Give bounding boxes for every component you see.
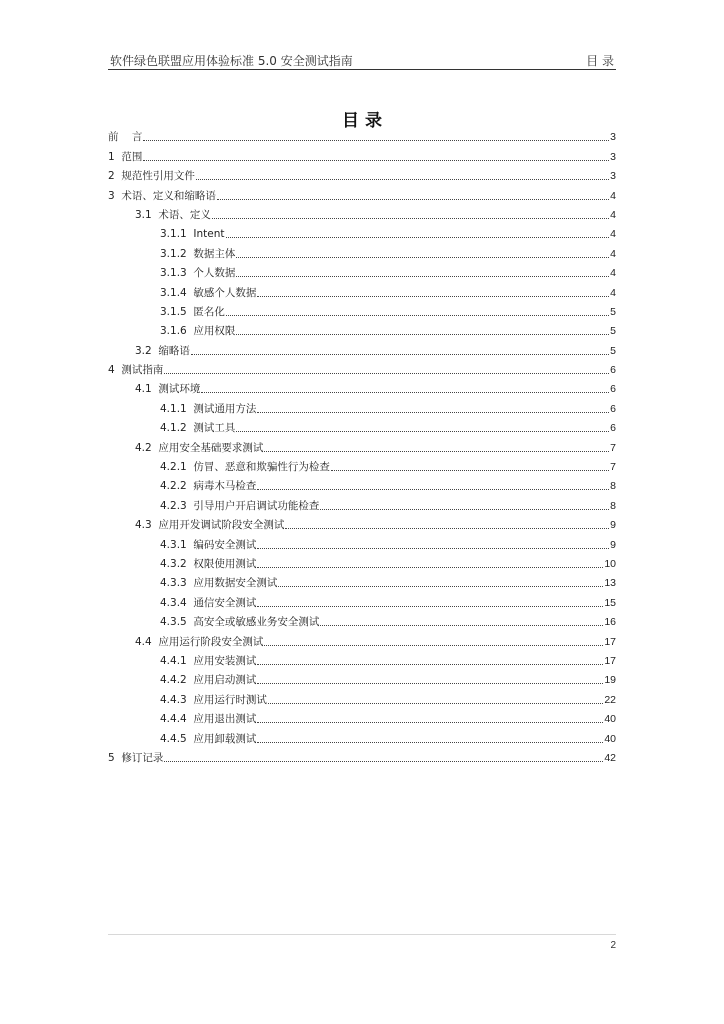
footer-divider: [108, 934, 616, 935]
toc-entry-page: 3: [610, 170, 616, 183]
toc-entry-number: 4.3.3: [160, 577, 194, 590]
toc-entry-number: 4: [108, 364, 122, 377]
toc-entry[interactable]: [108, 571, 616, 590]
toc-entry-page: 5: [610, 344, 616, 357]
toc-entry-page: 8: [610, 499, 616, 512]
toc-entry[interactable]: [108, 649, 616, 668]
toc-entry-page: 13: [604, 577, 616, 590]
toc-entry-label: 编码安全测试: [193, 538, 257, 551]
toc-entry-page: 3: [610, 150, 616, 163]
toc-entry[interactable]: [108, 513, 616, 532]
toc-entry[interactable]: [108, 746, 616, 765]
toc-entry-page: 40: [604, 732, 616, 745]
toc-entry-label: 修订记录: [121, 751, 164, 764]
toc-entry-page: 6: [610, 422, 616, 435]
toc-entry-label: 缩略语: [158, 344, 190, 357]
toc-entry-label: 测试通用方法: [193, 402, 257, 415]
toc-entry-page: 7: [610, 461, 616, 474]
toc-entry-page: 6: [610, 402, 616, 415]
toc-entry-number: 3.1.1: [160, 228, 194, 241]
toc-dot-leader: [331, 469, 609, 471]
toc-entry-label: Intent: [193, 228, 225, 241]
toc-entry[interactable]: [108, 726, 616, 745]
toc-dot-leader: [268, 702, 603, 704]
toc-entry-number: 4.4.2: [160, 674, 194, 687]
toc-entry-page: 4: [610, 208, 616, 221]
toc-entry[interactable]: [108, 416, 616, 435]
toc-entry-number: 3.1.2: [160, 247, 194, 260]
toc-dot-leader: [196, 178, 609, 180]
toc-entry[interactable]: [108, 668, 616, 687]
toc-entry-label: 通信安全测试: [193, 596, 257, 609]
toc-entry[interactable]: [108, 532, 616, 551]
toc-entry-number: 4.3.2: [160, 557, 194, 570]
toc-entry-label: 应用权限: [193, 325, 236, 338]
toc-entry[interactable]: [108, 435, 616, 454]
toc-entry[interactable]: [108, 358, 616, 377]
toc-entry-label: 范围: [121, 150, 143, 163]
toc-entry[interactable]: [108, 455, 616, 474]
toc-entry-page: 5: [610, 325, 616, 338]
document-title: 软件绿色联盟应用体验标准 5.0 安全测试指南: [110, 54, 353, 68]
toc-entry-page: 22: [604, 693, 616, 706]
toc-dot-leader: [257, 741, 603, 743]
toc-entry[interactable]: [108, 222, 616, 241]
toc-dot-leader: [285, 527, 609, 529]
toc-entry-number: 4.1: [135, 383, 159, 396]
toc-dot-leader: [320, 624, 603, 626]
toc-entry-label: 数据主体: [193, 247, 236, 260]
toc-entry[interactable]: [108, 144, 616, 163]
toc-entry-number: 4.4: [135, 635, 159, 648]
toc-entry-label: 规范性引用文件: [121, 170, 195, 183]
toc-entry-page: 4: [610, 267, 616, 280]
toc-entry-label: 术语、定义: [158, 208, 211, 221]
toc-entry-label: 应用安全基础要求测试: [158, 441, 264, 454]
toc-entry-number: 3.1.3: [160, 267, 194, 280]
toc-entry-label: 个人数据: [193, 267, 236, 280]
toc-entry-number: 4.4.3: [160, 693, 194, 706]
page-number: 2: [610, 940, 616, 951]
toc-entry-label: 应用数据安全测试: [193, 577, 278, 590]
toc-dot-leader: [164, 760, 603, 762]
toc-dot-leader: [257, 295, 609, 297]
toc-entry[interactable]: [108, 377, 616, 396]
toc-entry-page: 5: [610, 305, 616, 318]
toc-entry-label: 术语、定义和缩略语: [121, 189, 216, 202]
toc-entry-page: 8: [610, 480, 616, 493]
toc-dot-leader: [264, 644, 603, 646]
toc-entry-page: 9: [610, 519, 616, 532]
toc-entry-page: 16: [604, 616, 616, 629]
toc-entry-number: 4.3.5: [160, 616, 194, 629]
toc-entry-page: 10: [604, 557, 616, 570]
toc-entry[interactable]: [108, 474, 616, 493]
toc-entry[interactable]: [108, 629, 616, 648]
toc-entry-page: 4: [610, 189, 616, 202]
toc-entry-page: 19: [604, 674, 616, 687]
toc-entry-label: 应用退出测试: [193, 713, 257, 726]
toc-dot-leader: [217, 198, 609, 200]
toc-entry-number: 前 言: [108, 131, 143, 144]
toc-entry[interactable]: [108, 183, 616, 202]
toc-entry-number: 4.4.4: [160, 713, 194, 726]
toc-entry-number: 4.4.1: [160, 654, 194, 667]
toc-dot-leader: [212, 217, 609, 219]
toc-entry-number: 3: [108, 189, 122, 202]
table-of-contents: [108, 125, 616, 765]
toc-entry-number: 3.1: [135, 208, 159, 221]
toc-entry-number: 3.2: [135, 344, 159, 357]
toc-entry-page: 7: [610, 441, 616, 454]
toc-entry-number: 4.4.5: [160, 732, 194, 745]
toc-entry-number: 1: [108, 150, 122, 163]
toc-entry-number: 4.1.2: [160, 422, 194, 435]
toc-entry-page: 15: [604, 596, 616, 609]
toc-entry-number: 4.2.1: [160, 461, 194, 474]
toc-entry-label: 匿名化: [193, 305, 225, 318]
toc-entry-page: 9: [610, 538, 616, 551]
toc-entry-number: 4.1.1: [160, 402, 194, 415]
toc-entry[interactable]: [108, 338, 616, 357]
toc-entry-number: 4.2.3: [160, 499, 194, 512]
toc-entry-number: 4.2.2: [160, 480, 194, 493]
toc-dot-leader: [201, 391, 609, 393]
toc-entry-number: 3.1.6: [160, 325, 194, 338]
toc-entry-number: 4.3: [135, 519, 159, 532]
toc-entry[interactable]: [108, 707, 616, 726]
toc-entry-label: 应用运行时测试: [193, 693, 267, 706]
toc-dot-leader: [257, 682, 603, 684]
toc-entry[interactable]: [108, 590, 616, 609]
toc-dot-leader: [257, 488, 609, 490]
toc-entry-page: 40: [604, 713, 616, 726]
toc-entry-page: 6: [610, 383, 616, 396]
toc-title: 目 录: [342, 111, 382, 131]
toc-entry-number: 5: [108, 751, 122, 764]
toc-dot-leader: [257, 721, 603, 723]
toc-entry[interactable]: [108, 300, 616, 319]
toc-entry[interactable]: [108, 125, 616, 144]
toc-entry[interactable]: [108, 552, 616, 571]
toc-entry-page: 17: [604, 635, 616, 648]
toc-dot-leader: [236, 275, 609, 277]
toc-dot-leader: [164, 372, 609, 374]
toc-entry-number: 3.1.4: [160, 286, 194, 299]
toc-entry[interactable]: [108, 610, 616, 629]
toc-dot-leader: [143, 159, 609, 161]
toc-entry-page: 4: [610, 247, 616, 260]
toc-entry[interactable]: [108, 261, 616, 280]
toc-dot-leader: [257, 411, 609, 413]
toc-entry-page: 4: [610, 228, 616, 241]
toc-entry-label: 应用安装测试: [193, 654, 257, 667]
toc-dot-leader: [226, 314, 609, 316]
toc-entry-label: 应用运行阶段安全测试: [158, 635, 264, 648]
toc-entry[interactable]: [108, 280, 616, 299]
toc-entry-page: 6: [610, 364, 616, 377]
toc-dot-leader: [257, 566, 603, 568]
toc-dot-leader: [257, 547, 609, 549]
toc-entry[interactable]: [108, 164, 616, 183]
toc-entry[interactable]: [108, 241, 616, 260]
toc-entry-label: 应用启动测试: [193, 674, 257, 687]
toc-entry-label: 测试环境: [158, 383, 201, 396]
toc-dot-leader: [264, 450, 609, 452]
toc-entry-number: 4.2: [135, 441, 159, 454]
toc-entry-label: 权限使用测试: [193, 557, 257, 570]
toc-entry-page: 17: [604, 654, 616, 667]
toc-entry-number: 3.1.5: [160, 305, 194, 318]
toc-dot-leader: [191, 353, 609, 355]
toc-dot-leader: [143, 139, 609, 141]
toc-entry-number: 4.3.1: [160, 538, 194, 551]
toc-dot-leader: [257, 605, 603, 607]
toc-dot-leader: [236, 430, 609, 432]
toc-entry-label: 仿冒、恶意和欺骗性行为检查: [193, 461, 330, 474]
toc-entry-page: 3: [610, 131, 616, 144]
toc-entry-label: 引导用户开启调试功能检查: [193, 499, 320, 512]
toc-entry-label: 病毒木马检查: [193, 480, 257, 493]
toc-entry-number: 2: [108, 170, 122, 183]
toc-entry-page: 42: [604, 751, 616, 764]
toc-entry-label: 应用卸载测试: [193, 732, 257, 745]
toc-entry-label: 敏感个人数据: [193, 286, 257, 299]
toc-entry[interactable]: [108, 319, 616, 338]
toc-entry-label: 应用开发调试阶段安全测试: [158, 519, 285, 532]
toc-dot-leader: [226, 236, 610, 238]
toc-entry-label: 高安全或敏感业务安全测试: [193, 616, 320, 629]
toc-dot-leader: [236, 333, 609, 335]
toc-dot-leader: [278, 585, 603, 587]
toc-entry-page: 4: [610, 286, 616, 299]
toc-entry-label: 测试工具: [193, 422, 236, 435]
toc-entry-number: 4.3.4: [160, 596, 194, 609]
toc-dot-leader: [320, 508, 609, 510]
toc-entry[interactable]: [108, 203, 616, 222]
header-section-label: 目 录: [586, 54, 614, 68]
toc-entry-label: 测试指南: [121, 364, 164, 377]
toc-entry[interactable]: [108, 687, 616, 706]
toc-entry[interactable]: [108, 493, 616, 512]
toc-entry[interactable]: [108, 396, 616, 415]
toc-dot-leader: [236, 256, 609, 258]
page-header: [108, 50, 616, 70]
toc-dot-leader: [257, 663, 603, 665]
